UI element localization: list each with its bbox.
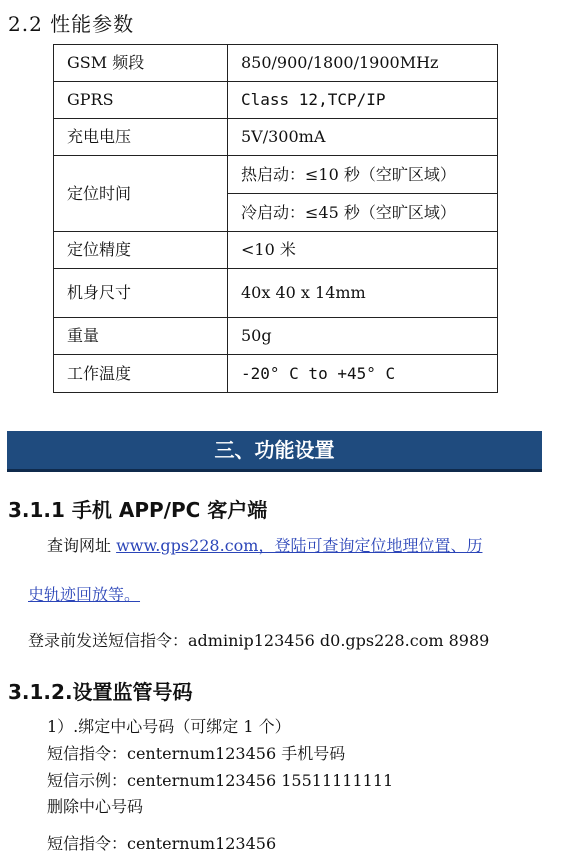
login-command-line: 登录前发送短信指令：adminip123456 d0.gps228.com 8989: [28, 631, 490, 650]
section-banner: 三、功能设置: [7, 431, 542, 472]
table-row: [54, 156, 498, 194]
accuracy-label: 定位精度: [54, 232, 228, 269]
table-row: [54, 232, 498, 269]
table-row: [54, 45, 498, 82]
size-value: 40x 40 x 14mm: [228, 269, 498, 318]
gsm-value: 850/900/1800/1900MHz: [228, 45, 498, 82]
query-url-line: [47, 533, 482, 556]
table-row: [54, 82, 498, 119]
weight-value: 50g: [228, 318, 498, 355]
table-row: [54, 269, 498, 318]
charge-value: 5V/300mA: [228, 119, 498, 156]
gsm-label: GSM 频段: [54, 45, 228, 82]
accuracy-value: <10 米: [228, 232, 498, 269]
cold-start-value: 冷启动：≤45 秒（空旷区域）: [228, 194, 498, 232]
weight-label: 重量: [54, 318, 228, 355]
temperature-label: 工作温度: [54, 355, 228, 393]
temperature-value: -20° C to +45° C: [228, 355, 498, 393]
section-title: 2.2 性能参数: [8, 12, 135, 36]
positioning-time-label: 定位时间: [54, 156, 228, 232]
bind-center-number-line: 1）.绑定中心号码（可绑定 1 个）: [47, 717, 291, 736]
heading-app-pc-client: 3.1.1 手机 APP/PC 客户端: [8, 498, 268, 522]
charge-label: 充电电压: [54, 119, 228, 156]
gprs-label: GPRS: [54, 82, 228, 119]
table-row: [54, 119, 498, 156]
table-row: [54, 355, 498, 393]
website-link-continued[interactable]: 史轨迹回放等。: [28, 585, 141, 604]
delete-center-number-line: 删除中心号码: [47, 797, 144, 816]
query-prefix: 查询网址: [47, 536, 117, 555]
size-label: 机身尺寸: [54, 269, 228, 318]
performance-table: [53, 44, 498, 393]
website-link[interactable]: www.gps228.com，登陆可查询定位地理位置、历: [116, 536, 483, 555]
table-row: [54, 318, 498, 355]
delete-sms-command-line: 短信指令：centernum123456: [47, 834, 277, 853]
sms-command-line: 短信指令：centernum123456 手机号码: [47, 744, 346, 763]
gprs-value: Class 12,TCP/IP: [228, 82, 498, 119]
heading-set-monitor-number: 3.1.2.设置监管号码: [8, 680, 193, 704]
hot-start-value: 热启动：≤10 秒（空旷区域）: [228, 156, 498, 194]
sms-example-line: 短信示例：centernum123456 15511111111: [47, 771, 394, 790]
